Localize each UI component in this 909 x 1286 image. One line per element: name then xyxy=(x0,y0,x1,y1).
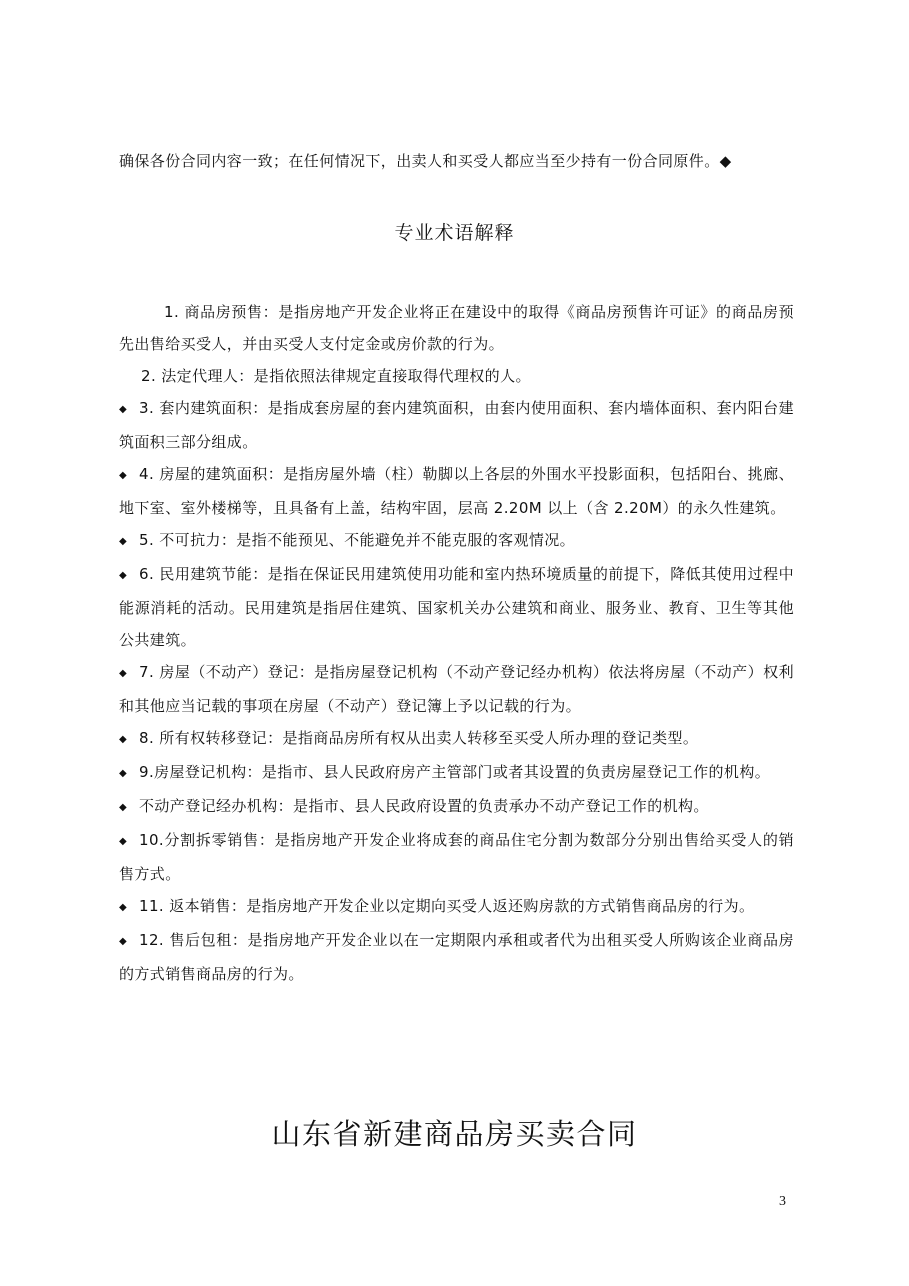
term-item xyxy=(119,360,794,392)
intro-paragraph: 确保各份合同内容一致；在任何情况下，出卖人和买受人都应当至少持有一份合同原件。◆ xyxy=(119,152,732,170)
page-number: 3 xyxy=(779,1194,786,1209)
term-text: 8. 所有权转移登记：是指商品房所有权从出卖人转移至买受人所办理的登记类型。 xyxy=(139,729,699,747)
term-text: 10.分割拆零销售：是指房地产开发企业将成套的商品住宅分割为数部分分别出售给买受人的销售方式。 xyxy=(119,831,794,883)
term-item xyxy=(119,458,794,524)
term-text: 6. 民用建筑节能：是指在保证民用建筑使用功能和室内热环境质量的前提下，降低其使用过程中能源消耗的活动。民用建筑是指居住建筑、国家机关办公建筑和商业、服务业、教育、卫生等其他公共建筑。 xyxy=(119,565,794,649)
terms-list xyxy=(119,296,794,990)
term-item xyxy=(119,722,794,756)
diamond-bullet-icon: ◆ xyxy=(119,470,128,481)
term-text: 1. 商品房预售：是指房地产开发企业将正在建设中的取得《商品房预售许可证》的商品房预先出售给买受人，并由买受人支付定金或房价款的行为。 xyxy=(119,303,794,353)
diamond-bullet-icon: ◆ xyxy=(119,404,128,415)
term-text: 不动产登记经办机构：是指市、县人民政府设置的负责承办不动产登记工作的机构。 xyxy=(139,797,709,815)
term-item xyxy=(119,558,794,656)
term-text: 7. 房屋（不动产）登记：是指房屋登记机构（不动产登记经办机构）依法将房屋（不动产）权利和其他应当记载的事项在房屋（不动产）登记簿上予以记载的行为。 xyxy=(119,663,794,715)
term-text: 9.房屋登记机构：是指市、县人民政府房产主管部门或者其设置的负责房屋登记工作的机构。 xyxy=(139,763,771,781)
diamond-bullet-icon: ◆ xyxy=(119,802,128,813)
diamond-bullet-icon: ◆ xyxy=(119,536,128,547)
term-item xyxy=(119,296,794,360)
term-item xyxy=(119,524,794,558)
term-text: 4. 房屋的建筑面积：是指房屋外墙（柱）勒脚以上各层的外围水平投影面积，包括阳台、挑廊、地下室、室外楼梯等，且具备有上盖，结构牢固，层高 2.20M 以上（含 2.20M）的永久性建筑。 xyxy=(119,465,794,517)
term-text: 12. 售后包租：是指房地产开发企业以在一定期限内承租或者代为出租买受人所购该企业商品房的方式销售商品房的行为。 xyxy=(119,931,794,983)
diamond-bullet-icon: ◆ xyxy=(119,936,128,947)
term-item xyxy=(119,824,794,890)
diamond-bullet-icon: ◆ xyxy=(119,768,128,779)
term-text: 3. 套内建筑面积：是指成套房屋的套内建筑面积，由套内使用面积、套内墙体面积、套内阳台建筑面积三部分组成。 xyxy=(119,399,794,451)
section-title: 专业术语解释 xyxy=(394,222,515,244)
diamond-bullet-icon: ◆ xyxy=(119,902,128,913)
term-item xyxy=(119,924,794,990)
diamond-bullet-icon: ◆ xyxy=(119,836,128,847)
contract-title: 山东省新建商品房买卖合同 xyxy=(271,1117,638,1151)
term-item xyxy=(119,656,794,722)
diamond-bullet-icon: ◆ xyxy=(119,668,128,679)
term-item xyxy=(119,790,794,824)
term-text: 5. 不可抗力：是指不能预见、不能避免并不能克服的客观情况。 xyxy=(139,531,576,549)
term-item xyxy=(119,392,794,458)
term-item xyxy=(119,890,794,924)
term-text: 11. 返本销售：是指房地产开发企业以定期向买受人返还购房款的方式销售商品房的行为。 xyxy=(139,897,755,915)
term-item xyxy=(119,756,794,790)
diamond-bullet-icon: ◆ xyxy=(119,734,128,745)
diamond-bullet-icon: ◆ xyxy=(119,570,128,581)
term-text: 2. 法定代理人：是指依照法律规定直接取得代理权的人。 xyxy=(141,367,531,385)
